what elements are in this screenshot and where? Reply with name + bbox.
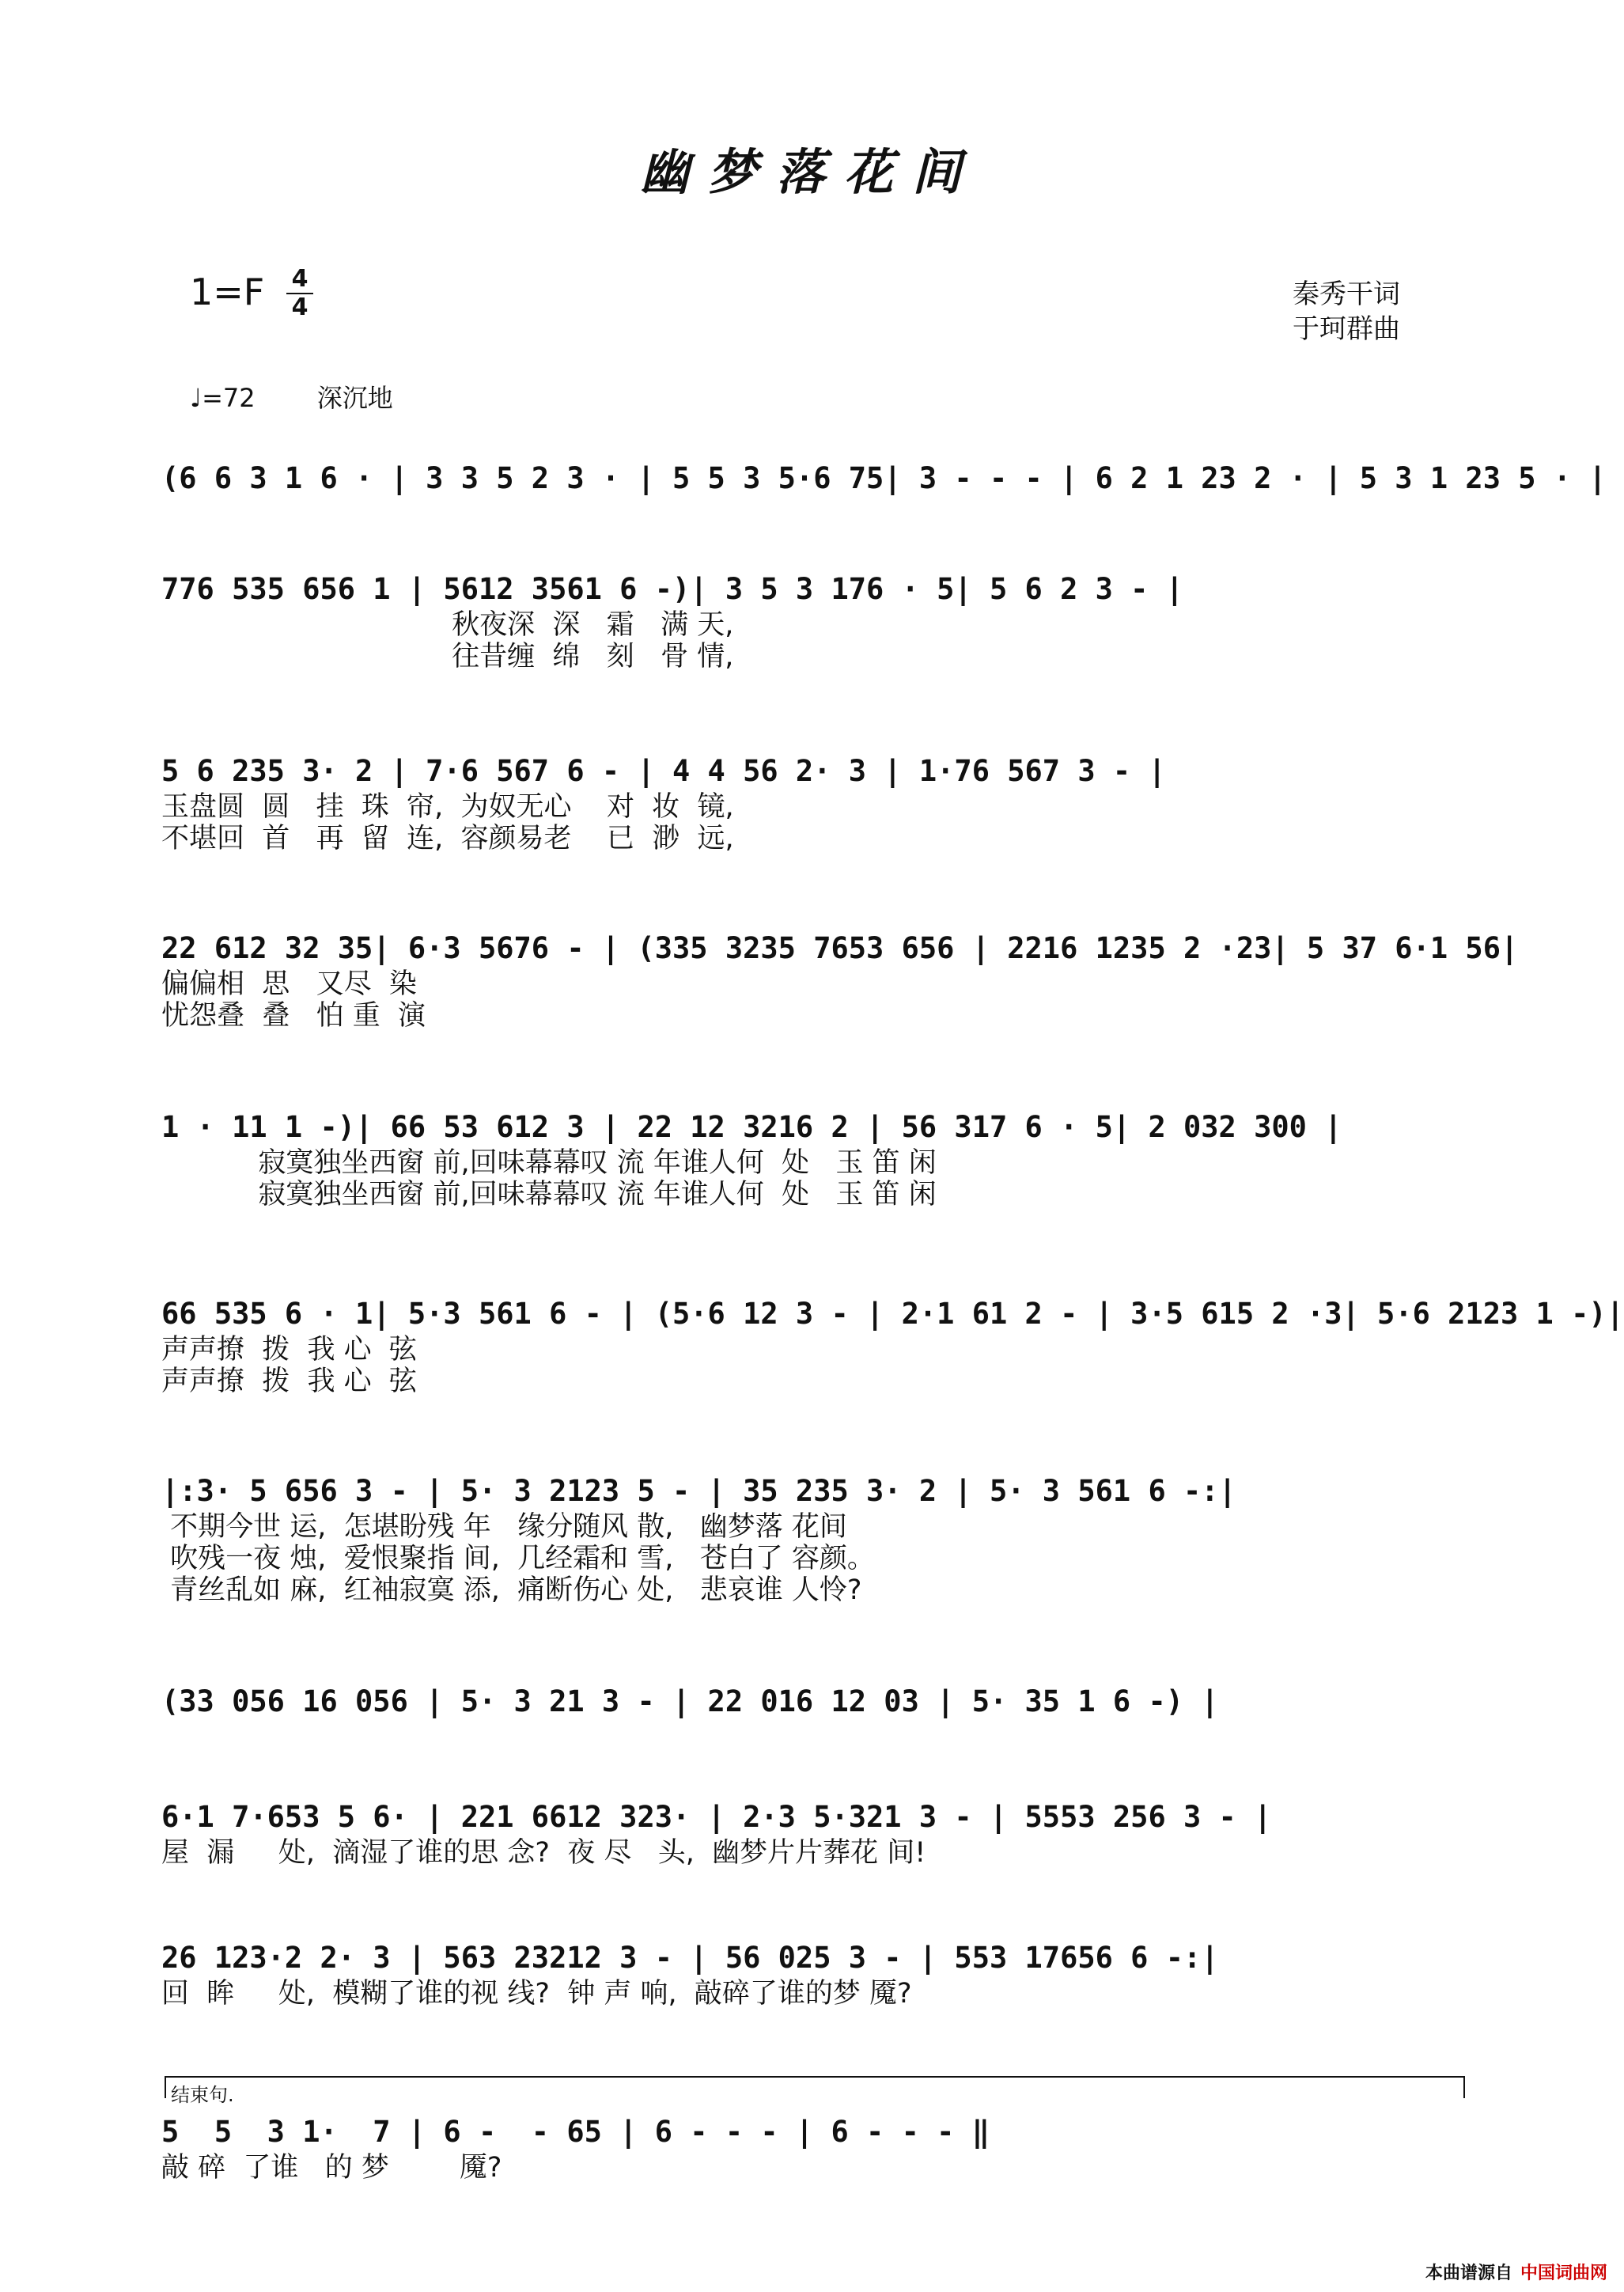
footer-watermark (1425, 2260, 1607, 2284)
lyric-verse-2: 忧怨叠 叠 怕 重 演 (161, 1000, 426, 1032)
key-signature: 1=F (190, 271, 265, 313)
lyric-verse-2: 往昔缠 绵 刻 骨 情, (161, 641, 734, 672)
system-3 (161, 752, 1459, 854)
system-10 (161, 1938, 1459, 2010)
time-sig-bottom: 4 (291, 294, 309, 321)
composer: 于珂群曲 (1293, 313, 1400, 345)
lyric-verse-2: 寂寞独坐西窗 前,回味幕幕叹 流 年谁人何 处 玉 笛 闲 (161, 1179, 937, 1210)
footer-site: 中国词曲网 (1520, 2264, 1607, 2283)
time-sig-top: 4 (291, 265, 309, 293)
notation-line: (6 6 3 1 6 · | 3 3 5 2 3 · | 5 5 3 5·6 75| 3 - - - | 6 2 1 23 2 · | 5 3 1 23 5 · | (161, 461, 1607, 495)
system-1 (161, 459, 1607, 498)
page-title: 幽梦落花间 (639, 143, 980, 201)
tempo-marking (190, 378, 447, 415)
lyric-verse-1: 偏偏相 思 又尽 染 (161, 968, 417, 1000)
system-6 (161, 1294, 1624, 1397)
lyric-verse-1: 声声撩 拨 我 心 弦 (161, 1334, 417, 1366)
lyric-verse-2: 吹残一夜 烛, 爱恨聚指 间, 几经霜和 雪, 苍白了 容颜。 (161, 1543, 875, 1574)
system-4 (161, 929, 1519, 1032)
lyric-verse-1: 回 眸 处, 模糊了谁的视 线? 钟 声 响, 敲碎了谁的梦 魇? (161, 1978, 912, 2010)
system-2 (161, 570, 1459, 672)
system-7 (161, 1472, 1459, 1606)
ending-bracket (165, 2076, 1465, 2098)
lyric-verse-3: 青丝乱如 麻, 红袖寂寞 添, 痛断伤心 处, 悲哀谁 人怜? (161, 1574, 862, 1606)
credits (1293, 277, 1400, 347)
notation-line: 5 6 235 3· 2 | 7·6 567 6 - | 4 4 56 2· 3 | 1·76 567 3 - | (161, 754, 1166, 788)
system-8 (161, 1682, 1459, 1722)
time-signature (286, 266, 313, 321)
footer-source: 本曲谱源自 (1425, 2264, 1512, 2283)
lyric-verse-1: 寂寞独坐西窗 前,回味幕幕叹 流 年谁人何 处 玉 笛 闲 (161, 1147, 937, 1179)
lyric-verse-2: 声声撩 拨 我 心 弦 (161, 1366, 417, 1397)
notation-line: (33 056 16 056 | 5· 3 21 3 - | 22 016 12 03 | 5· 35 1 6 -) | (161, 1684, 1219, 1718)
lyric-verse-1: 不期今世 运, 怎堪盼残 年 缘分随风 散, 幽梦落 花间 (161, 1511, 847, 1543)
ending-label: 结束句. (171, 2084, 234, 2106)
lyric-verse-1: 屋 漏 处, 滴湿了谁的思 念? 夜 尽 头, 幽梦片片葬花 间! (161, 1837, 926, 1869)
notation-line: |:3· 5 656 3 - | 5· 3 2123 5 - | 35 235 3· 2 | 5· 3 561 6 -:| (161, 1474, 1236, 1508)
lyricist: 秦秀干词 (1293, 278, 1400, 310)
system-11 (161, 2112, 1459, 2184)
expression: 深沉地 (316, 383, 393, 413)
notation-line: 26 123·2 2· 3 | 563 23212 3 - | 56 025 3 - | 553 17656 6 -:| (161, 1941, 1219, 1975)
lyric-verse-1: 玉盘圆 圆 挂 珠 帘, 为奴无心 对 妆 镜, (161, 791, 734, 823)
tempo-value: ♩=72 (190, 383, 256, 413)
system-5 (161, 1108, 1459, 1210)
notation-line: 66 535 6 · 1| 5·3 561 6 - | (5·6 12 3 - | 2·1 61 2 - | 3·5 615 2 ·3| 5·6 2123 1 -)| (161, 1297, 1624, 1331)
notation-line: 22 612 32 35| 6·3 5676 - | (335 3235 7653 656 | 2216 1235 2 ·23| 5 37 6·1 56| (161, 931, 1519, 965)
lyric-verse-1: 秋夜深 深 霜 满 天, (161, 609, 734, 641)
notation-line: 776 535 656 1 | 5612 3561 6 -)| 3 5 3 176 · 5| 5 6 2 3 - | (161, 572, 1184, 606)
lyric-verse-2: 不堪回 首 再 留 连, 容颜易老 已 渺 远, (161, 823, 734, 854)
system-9 (161, 1798, 1459, 1869)
lyric-verse-1: 敲 碎 了谁 的 梦 魇? (161, 2152, 502, 2184)
notation-line: 1 · 11 1 -)| 66 53 612 3 | 22 12 3216 2 | 56 317 6 · 5| 2 032 300 | (161, 1110, 1342, 1144)
notation-line: 6·1 7·653 5 6· | 221 6612 323· | 2·3 5·321 3 - | 5553 256 3 - | (161, 1800, 1272, 1834)
notation-line: 5 5 3 1· 7 | 6 - - 65 | 6 - - - | 6 - - - ‖ (161, 2115, 990, 2149)
